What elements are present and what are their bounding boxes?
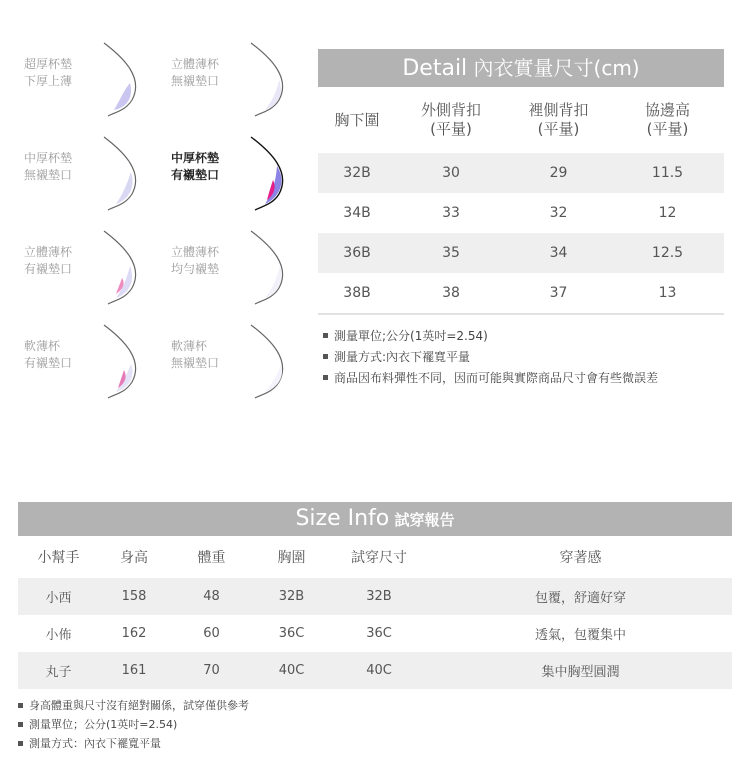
cup-type-item [147, 320, 297, 415]
cell: 36C [366, 626, 392, 641]
cup-type-item [147, 226, 297, 321]
cell: 透氣，包覆集中 [534, 628, 626, 643]
size-table-header [18, 536, 732, 578]
cup-type-label: 軟薄杯 有襯墊口 [24, 339, 73, 370]
cup-type-diagram [0, 0, 300, 420]
bullet-icon [323, 354, 328, 359]
cell: 集中胸型圓潤 [541, 665, 620, 680]
cup-illustration-icon [96, 132, 146, 212]
header-try-size: 試穿尺寸 [351, 550, 407, 566]
cup-type-label: 立體薄杯 有襯墊口 [24, 245, 73, 276]
cup-type-item-selected [147, 132, 297, 227]
cup-illustration-icon [243, 226, 293, 306]
cell: 40C [278, 663, 305, 678]
cell: 32B [343, 165, 371, 181]
cell: 13 [658, 285, 677, 301]
cup-illustration-icon [96, 320, 146, 400]
cell: 32B [278, 589, 305, 604]
header-outer-hook: 外側背扣 (平量) [420, 101, 481, 138]
cup-type-label: 軟薄杯 無襯墊口 [171, 339, 220, 370]
header-bust: 胸圍 [277, 550, 306, 566]
cell: 38B [343, 285, 371, 301]
header-height: 身高 [120, 550, 148, 566]
note-item [18, 696, 249, 715]
size-title-en: Size Info [295, 506, 390, 531]
note-text: 測量方式：內衣下襬寬平量 [29, 737, 161, 750]
note-item [323, 347, 658, 368]
cell: 34 [549, 245, 568, 261]
detail-title-en: Detail [402, 56, 468, 81]
cell: 158 [121, 589, 147, 604]
note-text: 商品因布料彈性不同，因而可能與實際商品尺寸會有些微誤差 [334, 371, 659, 385]
note-item [18, 734, 249, 753]
cell: 小西 [45, 591, 72, 606]
cell: 12.5 [651, 245, 684, 261]
cup-type-item [0, 132, 150, 227]
cell: 60 [203, 626, 220, 641]
cell: 11.5 [651, 165, 684, 181]
bullet-icon [18, 741, 23, 746]
note-item [323, 326, 658, 347]
detail-table-title [318, 49, 724, 87]
cell: 48 [203, 589, 220, 604]
bullet-icon [18, 703, 23, 708]
cup-type-label: 立體薄杯 無襯墊口 [171, 57, 220, 88]
cup-illustration-icon [243, 38, 293, 118]
cell: 30 [442, 165, 460, 181]
cell: 小佈 [45, 628, 72, 643]
cup-type-item [147, 38, 297, 133]
header-underbust: 胸下圍 [334, 110, 380, 129]
cell: 37 [549, 285, 568, 301]
cup-illustration-icon [243, 320, 293, 400]
table-row [18, 652, 732, 689]
cell: 34B [343, 205, 371, 221]
size-info-table [18, 502, 732, 689]
cup-type-label: 中厚杯墊 有襯墊口 [171, 151, 220, 182]
cell: 162 [121, 626, 147, 641]
detail-table-header [318, 87, 724, 153]
cell: 40C [366, 663, 392, 678]
size-info-title [18, 502, 732, 536]
detail-notes [323, 326, 658, 389]
table-divider [318, 313, 724, 315]
cell: 32B [366, 589, 392, 604]
cell: 33 [442, 205, 460, 221]
note-text: 測量方式:內衣下襬寬平量 [334, 350, 471, 364]
cup-illustration-icon [96, 38, 146, 118]
note-item [18, 715, 249, 734]
cell: 70 [203, 663, 220, 678]
header-helper: 小幫手 [37, 550, 80, 566]
header-inner-hook: 裡側背扣 (平量) [528, 101, 589, 138]
table-row [18, 578, 732, 615]
cup-type-item [0, 226, 150, 321]
header-feel: 穿著感 [559, 550, 602, 566]
cell: 36C [278, 626, 305, 641]
note-text: 測量單位；公分(1英吋=2.54) [29, 718, 178, 731]
bullet-icon [18, 722, 23, 727]
detail-title-zh: 內衣實量尺寸(cm) [473, 56, 640, 80]
size-info-notes [18, 696, 249, 753]
cup-illustration-icon [96, 226, 146, 306]
cup-type-label: 超厚杯墊 下厚上薄 [24, 57, 73, 88]
table-row [18, 615, 732, 652]
cell: 35 [442, 245, 460, 261]
note-text: 身高體重與尺寸沒有絕對關係，試穿僅供參考 [29, 699, 249, 712]
cell: 36B [343, 245, 371, 261]
detail-size-table [318, 49, 724, 315]
header-weight: 體重 [197, 550, 226, 566]
cell: 32 [549, 205, 568, 221]
note-text: 測量單位;公分(1英吋=2.54) [334, 329, 488, 343]
table-row [318, 153, 724, 193]
table-row [318, 233, 724, 273]
cup-type-item [0, 38, 150, 133]
cup-type-label: 中厚杯墊 無襯墊口 [24, 151, 73, 182]
cell: 38 [442, 285, 460, 301]
bullet-icon [323, 375, 328, 380]
cup-type-label: 立體薄杯 均勻襯墊 [171, 245, 220, 276]
note-item [323, 368, 658, 389]
bullet-icon [323, 333, 328, 338]
cell: 12 [658, 205, 677, 221]
cup-illustration-icon [243, 132, 293, 212]
cell: 包覆，舒適好穿 [534, 591, 626, 606]
cell: 丸子 [45, 665, 72, 680]
table-row [318, 193, 724, 233]
cell: 29 [549, 165, 568, 181]
cell: 161 [121, 663, 147, 678]
table-row [318, 273, 724, 313]
cup-type-item [0, 320, 150, 415]
header-side-height: 協邊高 (平量) [644, 101, 690, 138]
size-title-zh: 試穿報告 [394, 511, 455, 529]
